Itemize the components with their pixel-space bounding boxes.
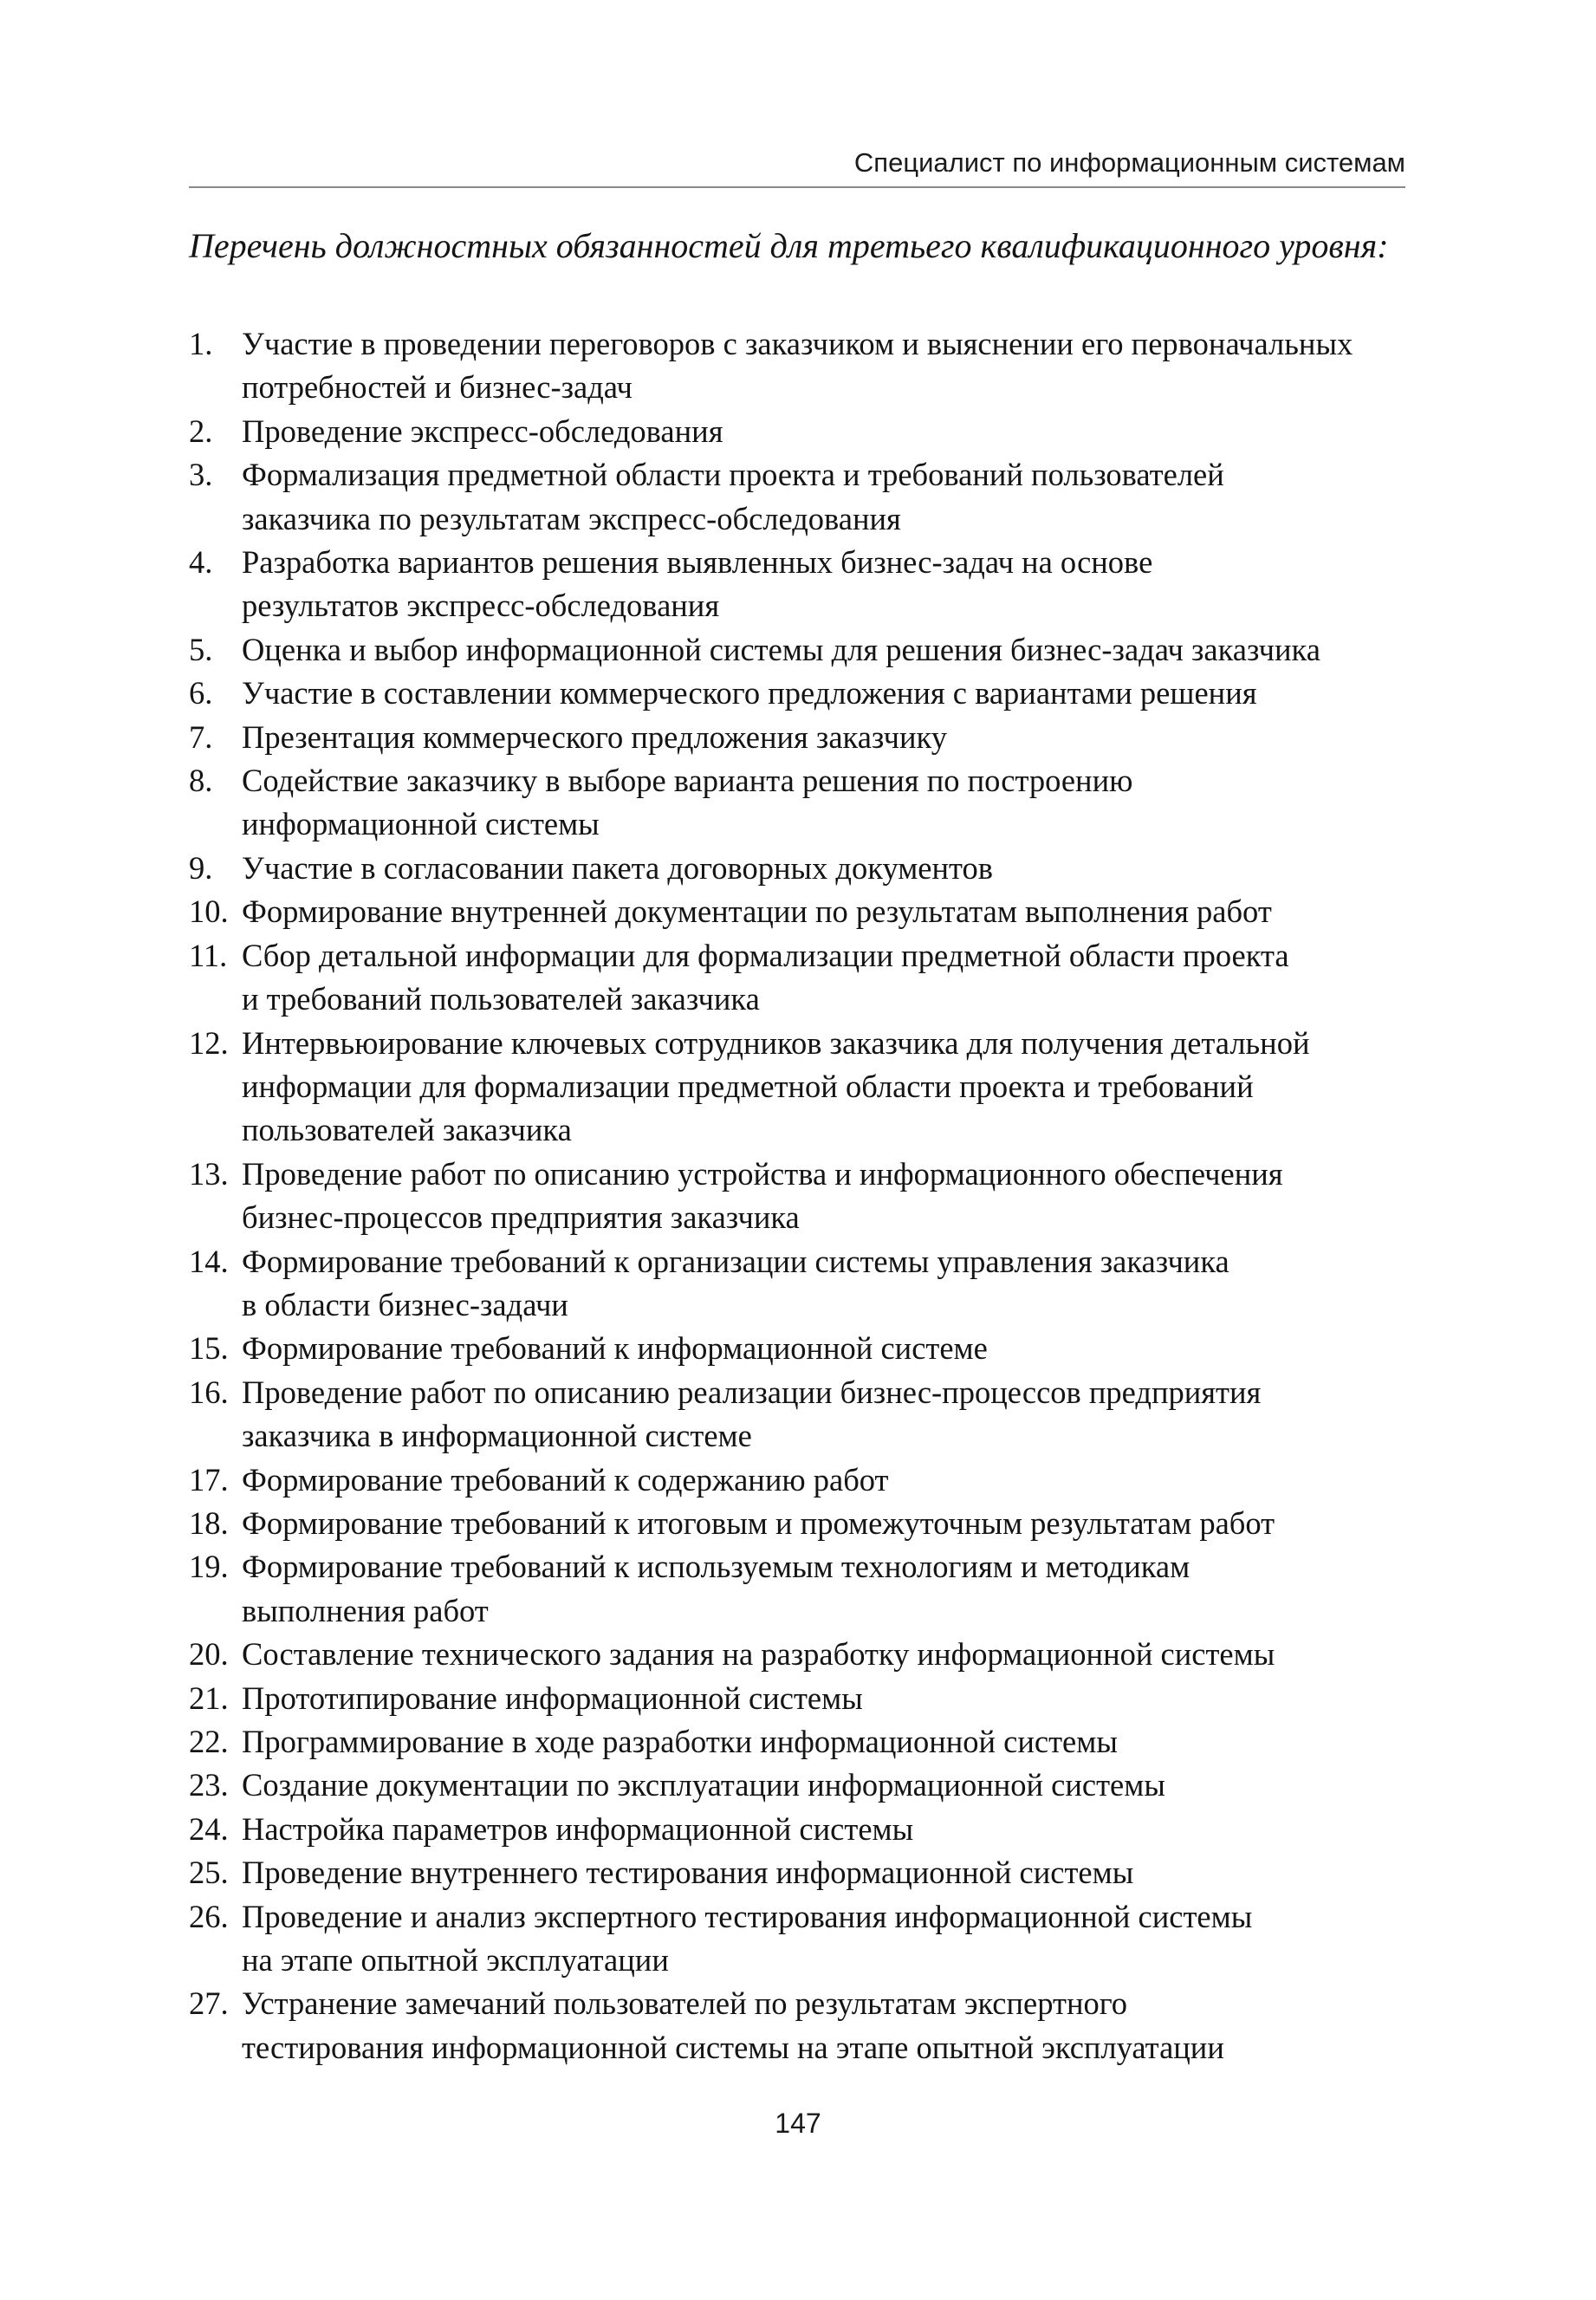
list-item-number: 27. [189, 1985, 229, 2022]
list-item-number: 4. [189, 544, 213, 581]
list-item-number: 5. [189, 631, 213, 667]
list-item-number: 2. [189, 413, 213, 449]
list-item-text-line: Формализация предметной области проекта и требований пользователей [242, 457, 1224, 493]
list-item [189, 453, 1405, 541]
list-item-text-line: Формирование внутренней документации по результатам выполнения работ [242, 893, 1272, 930]
list-item [189, 1022, 1405, 1153]
list-item-number: 9. [189, 849, 213, 886]
list-item-number: 17. [189, 1461, 229, 1498]
list-item-number: 11. [189, 937, 228, 973]
list-item-text-line: выполнения работ [242, 1592, 489, 1628]
list-item-number: 1. [189, 326, 213, 361]
list-item-text-line: Формирование требований к организации системы управления заказчика [242, 1243, 1229, 1279]
list-item-text-line: бизнес-процессов предприятия заказчика [242, 1199, 800, 1236]
list-item-text-line: Устранение замечаний пользователей по результатам экспертного [242, 1985, 1128, 2022]
list-item-number: 21. [189, 1680, 229, 1716]
list-item [189, 1545, 1405, 1633]
list-item-number: 16. [189, 1374, 229, 1410]
list-item [189, 1764, 1405, 1807]
section-title: Перечень должностных обязанностей для третьего квалификационного уровня: [189, 226, 1389, 265]
list-item [189, 1327, 1405, 1370]
list-item [189, 716, 1405, 759]
list-item-number: 20. [189, 1636, 229, 1673]
list-item [189, 1459, 1405, 1502]
list-item [189, 1677, 1405, 1720]
list-item-text-line: Создание документации по эксплуатации информационной системы [242, 1767, 1165, 1803]
list-item-number: 13. [189, 1155, 229, 1192]
list-item [189, 1371, 1405, 1459]
list-item-text-line: Настройка параметров информационной системы [242, 1810, 914, 1847]
list-item-number: 12. [189, 1024, 229, 1061]
list-item-number: 6. [189, 675, 213, 711]
list-item [189, 1502, 1405, 1545]
list-item [189, 1808, 1405, 1851]
list-item-text-line: Формирование требований к используемым технологиям и методикам [242, 1549, 1191, 1585]
list-item-number: 3. [189, 457, 213, 493]
list-item-number: 22. [189, 1724, 229, 1759]
list-item [189, 934, 1405, 1022]
list-item-number: 19. [189, 1549, 229, 1585]
list-item [189, 759, 1405, 847]
list-item-text-line: заказчика по результатам экспресс-обследования [242, 500, 901, 536]
list-item-text-line: Составление технического задания на разработку информационной системы [242, 1636, 1275, 1673]
list-item-text-line: в области бизнес-задачи [242, 1286, 568, 1322]
list-item [189, 1895, 1405, 1983]
list-item [189, 628, 1405, 672]
list-item-text-line: результатов экспресс-обследования [242, 588, 720, 624]
list-item-text-line: Участие в составлении коммерческого предложения с вариантами решения [242, 675, 1257, 711]
list-item-text-line: информационной системы [242, 806, 600, 842]
list-item-text-line: Проведение работ по описанию реализации бизнес-процессов предприятия [242, 1374, 1262, 1410]
list-item-text-line: заказчика в информационной системе [242, 1418, 752, 1454]
list-item-text-line: Интервьюирование ключевых сотрудников заказчика для получения детальной [242, 1024, 1310, 1061]
list-item [189, 1851, 1405, 1894]
list-item [189, 1720, 1405, 1764]
list-item-number: 15. [189, 1330, 229, 1367]
list-item-text-line: Программирование в ходе разработки информационной системы [242, 1724, 1118, 1759]
list-item [189, 410, 1405, 453]
list-item-text-line: пользователей заказчика [242, 1112, 572, 1148]
list-item-text-line: Проведение работ по описанию устройства и информационного обеспечения [242, 1155, 1283, 1192]
list-item [189, 1982, 1405, 2069]
list-item-text-line: на этапе опытной эксплуатации [242, 1942, 669, 1978]
list-item-number: 7. [189, 718, 213, 755]
list-item-text-line: Разработка вариантов решения выявленных бизнес-задач на основе [242, 544, 1153, 581]
list-item-text-line: Формирование требований к итоговым и промежуточным результатам работ [242, 1504, 1275, 1541]
list-item-text-line: Формирование требований к содержанию работ [242, 1461, 889, 1498]
list-item [189, 1240, 1405, 1328]
list-item-text-line: Проведение экспресс-обследования [242, 413, 723, 449]
list-item-text-line: Прототипирование информационной системы [242, 1680, 863, 1716]
list-item-text-line: Участие в проведении переговоров с заказчиком и выяснении его первоначальных [242, 326, 1353, 361]
list-item [189, 541, 1405, 628]
list-item-number: 26. [189, 1898, 229, 1934]
list-item [189, 847, 1405, 890]
list-item-text-line: потребностей и бизнес-задач [242, 369, 633, 406]
list-item-number: 10. [189, 893, 229, 930]
duties-list [189, 322, 1405, 2069]
list-item [189, 1633, 1405, 1676]
list-item-text-line: Презентация коммерческого предложения заказчику [242, 718, 947, 755]
list-item-text-line: Участие в согласовании пакета договорных документов [242, 849, 993, 886]
list-item-text-line: Сбор детальной информации для формализации предметной области проекта [242, 937, 1289, 973]
list-item-text-line: Содействие заказчику в выборе варианта решения по построению [242, 763, 1133, 799]
list-item [189, 890, 1405, 933]
running-header [189, 146, 1405, 188]
list-item-text-line: Оценка и выбор информационной системы для решения бизнес-задач заказчика [242, 631, 1320, 667]
running-header-title: Специалист по информационным системам [853, 147, 1405, 178]
list-item-text-line: информации для формализации предметной области проекта и требований [242, 1068, 1254, 1104]
list-item [189, 1153, 1405, 1240]
list-item-number: 8. [189, 763, 213, 799]
list-item-text-line: Формирование требований к информационной системе [242, 1330, 988, 1367]
list-item-number: 24. [189, 1810, 229, 1847]
list-item [189, 322, 1405, 410]
list-item-number: 23. [189, 1767, 229, 1803]
list-item-number: 14. [189, 1243, 229, 1279]
list-item-number: 25. [189, 1855, 229, 1891]
page-number: 147 [775, 2108, 821, 2139]
list-item-text-line: Проведение и анализ экспертного тестирования информационной системы [242, 1898, 1253, 1934]
list-item-number: 18. [189, 1504, 229, 1541]
list-item-text-line: и требований пользователей заказчика [242, 981, 760, 1017]
list-item-text-line: тестирования информационной системы на этапе опытной эксплуатации [242, 2029, 1224, 2065]
list-item [189, 672, 1405, 715]
list-item-text-line: Проведение внутреннего тестирования информационной системы [242, 1855, 1134, 1891]
